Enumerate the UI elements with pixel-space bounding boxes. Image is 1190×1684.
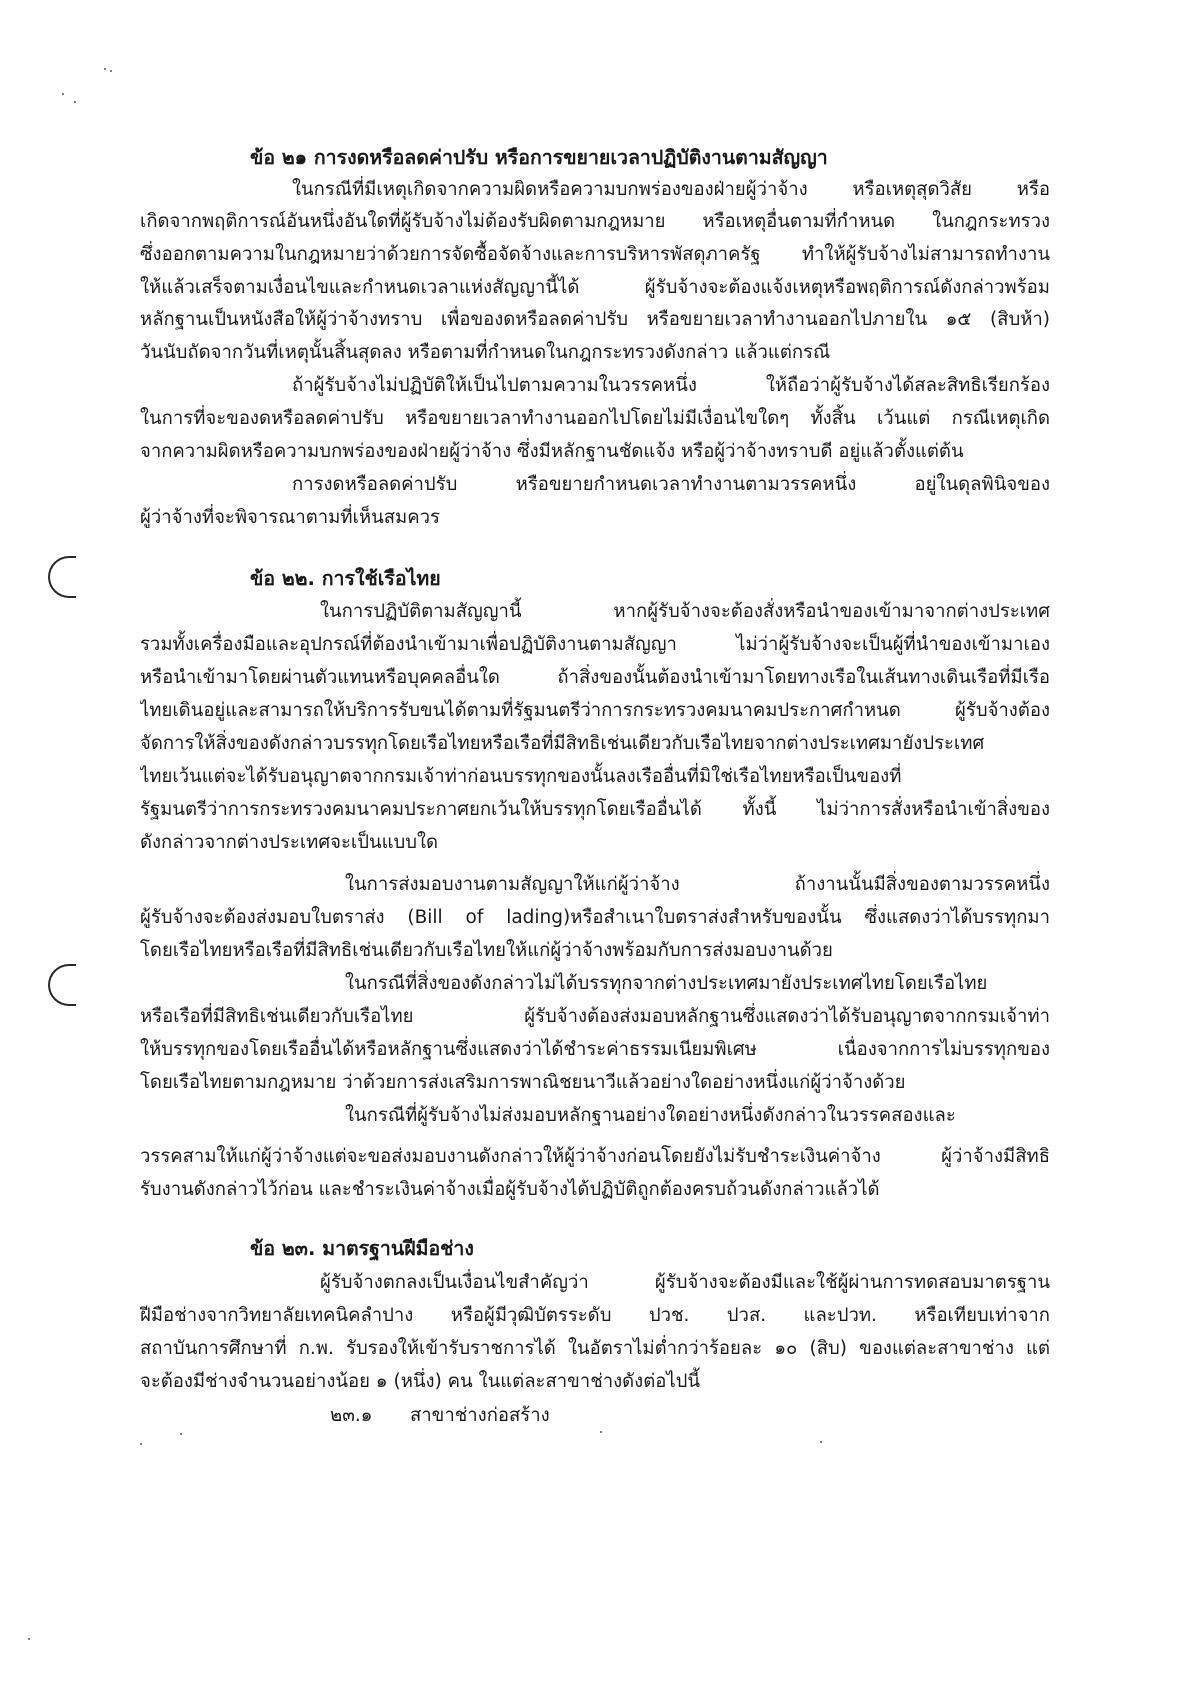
section-22-line: ดังกล่าวจากต่างประเทศจะเป็นแบบใด [140, 832, 439, 853]
section-21-line: เกิดจากพฤติการณ์อันหนึ่งอันใดที่ผู้รับจ้างไม่ต้องรับผิดตามกฎหมาย หรือเหตุอื่นตามที่กำหนด ในกฎกระทรวง [140, 211, 1050, 232]
section-22-line: ในการส่งมอบงานตามสัญญาให้แก่ผู้ว่าจ้าง ถ้างานนั้นมีสิ่งของตามวรรคหนึ่ง [345, 874, 1050, 895]
section-21-line: ให้แล้วเสร็จตามเงื่อนไขและกำหนดเวลาแห่งสัญญานี้ได้ ผู้รับจ้างจะต้องแจ้งเหตุหรือพฤติการณ์ดังกล่าวพร้อม [140, 277, 1050, 298]
section-23-heading: ข้อ ๒๓. มาตรฐานฝีมือช่าง [250, 1237, 474, 1260]
section-22-heading: ข้อ ๒๒. การใช้เรือไทย [250, 567, 441, 590]
section-22-line: โดยเรือไทยหรือเรือที่มีสิทธิเช่นเดียวกับเรือไทยให้แก่ผู้ว่าจ้างพร้อมกับการส่งมอบงานด้วย [140, 940, 833, 961]
list-item-label: สาขาช่างก่อสร้าง [410, 1405, 550, 1426]
section-22-line: ในกรณีที่สิ่งของดังกล่าวไม่ได้บรรทุกจากต่างประเทศมายังประเทศไทยโดยเรือไทย [345, 973, 988, 994]
punch-hole-mark [48, 964, 76, 1006]
section-22-line: ผู้รับจ้างจะต้องส่งมอบใบตราส่ง (Bill of lading)หรือสำเนาใบตราส่งสำหรับของนั้น ซึ่งแสดงว่าได้บรรทุกมา [140, 907, 1050, 928]
section-23-line: ผู้รับจ้างตกลงเป็นเงื่อนไขสำคัญว่า ผู้รับจ้างจะต้องมีและใช้ผู้ผ่านการทดสอบมาตรฐาน [320, 1272, 1050, 1293]
section-22-line: โดยเรือไทยตามกฎหมาย ว่าด้วยการส่งเสริมการพาณิชยนาวีแล้วอย่างใดอย่างหนึ่งแก่ผู้ว่าจ้างด้วย [140, 1072, 906, 1093]
scan-speck [110, 70, 112, 72]
section-22-line: ไทยเดินอยู่และสามารถให้บริการรับขนได้ตามที่รัฐมนตรีว่าการกระทรวงคมนาคมประกาศกำหนด ผู้รับจ้างต้อง [140, 700, 1050, 721]
section-21-line: ซึ่งออกตามความในกฎหมายว่าด้วยการจัดซื้อจัดจ้างและการบริหารพัสดุภาครัฐ ทำให้ผู้รับจ้างไม่สามารถทำงาน [140, 244, 1050, 265]
section-21-line: ในกรณีที่มีเหตุเกิดจากความผิดหรือความบกพร่องของฝ่ายผู้ว่าจ้าง หรือเหตุสุดวิสัย หรือ [292, 179, 1050, 200]
scan-speck [820, 1441, 822, 1443]
section-21-line: วันนับถัดจากวันที่เหตุนั้นสิ้นสุดลง หรือตามที่กำหนดในกฎกระทรวงดังกล่าว แล้วแต่กรณี [140, 342, 831, 363]
scan-speck [28, 1638, 30, 1640]
section-22-line: วรรคสามให้แก่ผู้ว่าจ้างแต่จะขอส่งมอบงานดังกล่าวให้ผู้ว่าจ้างก่อนโดยยังไม่รับชำระเงินค่าจ้าง ผู้ว่าจ้างมีสิทธิ [140, 1146, 1050, 1167]
scan-speck [74, 101, 76, 103]
list-item-number: ๒๓.๑ [330, 1405, 373, 1426]
scan-speck [140, 1443, 142, 1445]
section-22-line: รัฐมนตรีว่าการกระทรวงคมนาคมประกาศยกเว้นให้บรรทุกโดยเรืออื่นได้ ทั้งนี้ ไม่ว่าการสั่งหรือนำเข้าสิ่งของ [140, 799, 1050, 820]
section-22-line: หรือเรือที่มีสิทธิเช่นเดียวกับเรือไทย ผู้รับจ้างต้องส่งมอบหลักฐานซึ่งแสดงว่าได้รับอนุญาตจากกรมเจ้าท่า [140, 1006, 1050, 1027]
section-23-line: สถาบันการศึกษาที่ ก.พ. รับรองให้เข้ารับราชการได้ ในอัตราไม่ต่ำกว่าร้อยละ ๑๐ (สิบ) ของแต่ละสาขาช่าง แต่ [140, 1338, 1050, 1359]
section-22-line: จัดการให้สิ่งของดังกล่าวบรรทุกโดยเรือไทยหรือเรือที่มีสิทธิเช่นเดียวกับเรือไทยจากต่างประเทศมายังประเทศ [140, 733, 985, 754]
section-21-line: ผู้ว่าจ้างที่จะพิจารณาตามที่เห็นสมควร [140, 507, 440, 528]
section-22-line: รับงานดังกล่าวไว้ก่อน และชำระเงินค่าจ้างเมื่อผู้รับจ้างได้ปฏิบัติถูกต้องครบถ้วนดังกล่าวแล้วได้ [140, 1179, 880, 1200]
scan-speck [104, 68, 106, 70]
punch-hole-mark [48, 556, 76, 598]
section-21-line: การงดหรือลดค่าปรับ หรือขยายกำหนดเวลาทำงานตามวรรคหนึ่ง อยู่ในดุลพินิจของ [292, 474, 1050, 495]
section-21-line: ในการที่จะของดหรือลดค่าปรับ หรือขยายเวลาทำงานออกไปโดยไม่มีเงื่อนไขใดๆ ทั้งสิ้น เว้นแต่ กรณีเหตุเกิด [140, 408, 1050, 429]
section-22-line: ในการปฏิบัติตามสัญญานี้ หากผู้รับจ้างจะต้องสั่งหรือนำของเข้ามาจากต่างประเทศ [320, 601, 1050, 622]
section-21-line: ถ้าผู้รับจ้างไม่ปฏิบัติให้เป็นไปตามความในวรรคหนึ่ง ให้ถือว่าผู้รับจ้างได้สละสิทธิเรียกร้อง [292, 375, 1050, 396]
section-23-line: จะต้องมีช่างจำนวนอย่างน้อย ๑ (หนึ่ง) คน ในแต่ละสาขาช่างดังต่อไปนี้ [140, 1371, 701, 1392]
scan-speck [180, 1433, 182, 1435]
section-22-line: รวมทั้งเครื่องมือและอุปกรณ์ที่ต้องนำเข้ามาเพื่อปฏิบัติงานตามสัญญา ไม่ว่าผู้รับจ้างจะเป็นผู้ที่นำของเข้ามาเอง [140, 634, 1050, 655]
section-22-line: ให้บรรทุกของโดยเรืออื่นได้หรือหลักฐานซึ่งแสดงว่าได้ชำระค่าธรรมเนียมพิเศษ เนื่องจากการไม่บรรทุกของ [140, 1039, 1050, 1060]
section-22-line: หรือนำเข้ามาโดยผ่านตัวแทนหรือบุคคลอื่นใด ถ้าสิ่งของนั้นต้องนำเข้ามาโดยทางเรือในเส้นทางเดินเรือที่มีเรือ [140, 667, 1050, 688]
section-22-line: ในกรณีที่ผู้รับจ้างไม่ส่งมอบหลักฐานอย่างใดอย่างหนึ่งดังกล่าวในวรรคสองและ [345, 1105, 956, 1126]
section-23-line: ฝีมือช่างจากวิทยาลัยเทคนิคลำปาง หรือผู้มีวุฒิบัตรระดับ ปวช. ปวส. และปวท. หรือเทียบเท่าจาก [140, 1305, 1050, 1326]
section-21-line: หลักฐานเป็นหนังสือให้ผู้ว่าจ้างทราบ เพื่อของดหรือลดค่าปรับ หรือขยายเวลาทำงานออกไปภายใน ๑๕ (สิบห้า) [140, 309, 1050, 330]
section-21-line: จากความผิดหรือความบกพร่องของฝ่ายผู้ว่าจ้าง ซึ่งมีหลักฐานชัดแจ้ง หรือผู้ว่าจ้างทราบดี อยู่แล้วตั้งแต่ต้น [140, 441, 964, 462]
section-21-heading: ข้อ ๒๑ การงดหรือลดค่าปรับ หรือการขยายเวลาปฏิบัติงานตามสัญญา [250, 146, 828, 169]
scan-speck [62, 93, 64, 95]
section-22-line: ไทยเว้นแต่จะได้รับอนุญาตจากกรมเจ้าท่าก่อนบรรทุกของนั้นลงเรืออื่นที่มิใช่เรือไทยหรือเป็นของที่ [140, 766, 902, 787]
scan-speck [600, 1431, 602, 1433]
